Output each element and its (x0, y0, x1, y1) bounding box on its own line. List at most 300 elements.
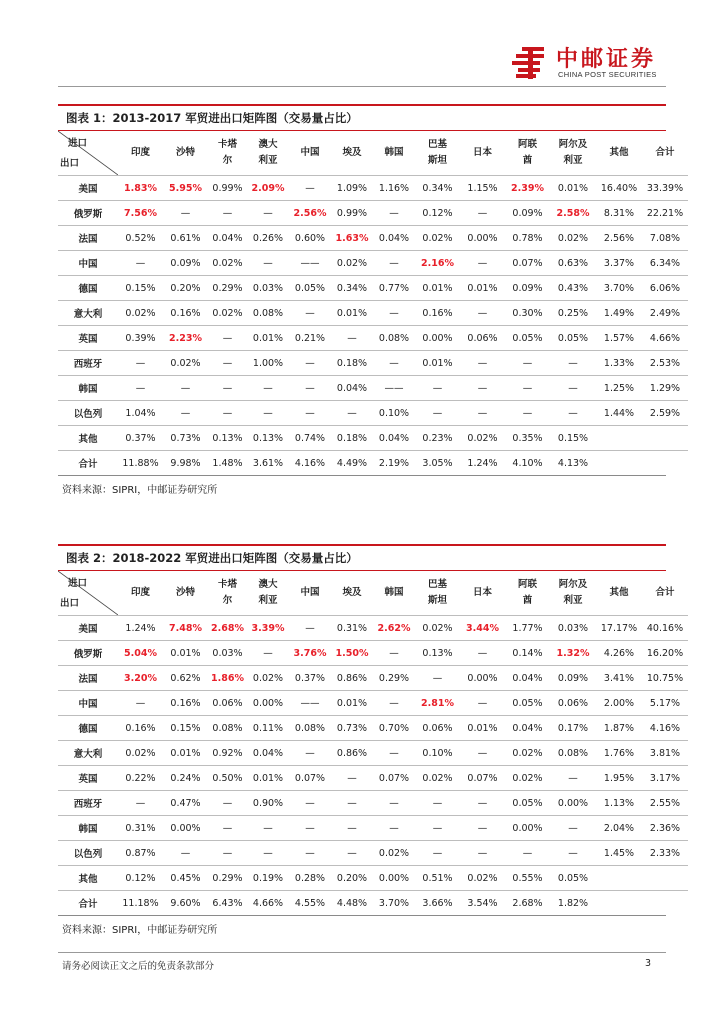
table-cell: 0.09% (163, 251, 208, 276)
table-cell: 1.24% (118, 616, 163, 641)
table-row (58, 351, 688, 376)
table-cell: 0.01% (415, 276, 460, 301)
table-cell: 2.62% (373, 616, 415, 641)
table-cell: 3.39% (247, 616, 289, 641)
source-note: 资料来源：SIPRI，中邮证券研究所 (62, 925, 218, 936)
table-cell (642, 451, 688, 476)
table-cell: 3.54% (467, 897, 498, 909)
table-cell: — (289, 351, 331, 376)
table-cell: — (415, 376, 460, 401)
table-cell: 0.11% (247, 716, 289, 741)
table-row (58, 666, 688, 691)
table-cell (596, 451, 642, 476)
table-cell: 0.45% (163, 866, 208, 891)
table-row (58, 176, 688, 201)
column-header: 沙特 (163, 571, 208, 616)
table-cell: — (460, 816, 505, 841)
table-cell (596, 866, 642, 891)
table-cell: 4.66% (252, 897, 284, 909)
table-cell: 0.00% (460, 226, 505, 251)
table-cell: 5.04% (118, 641, 163, 666)
column-header: 澳大 利亚 (247, 131, 289, 176)
table-cell: 1.83% (118, 176, 163, 201)
table-cell: 0.09% (505, 201, 550, 226)
table-cell: 4.16% (294, 457, 326, 469)
table-cell: 0.02% (550, 226, 596, 251)
table-cell: — (460, 691, 505, 716)
table-cell: — (289, 816, 331, 841)
table-cell: — (373, 301, 415, 326)
table-cell: 0.21% (289, 326, 331, 351)
table-cell: — (460, 251, 505, 276)
table-cell: 0.01% (331, 691, 373, 716)
table-cell: 40.16% (642, 616, 688, 641)
table-cell: 1.00% (247, 351, 289, 376)
table-cell: 0.17% (550, 716, 596, 741)
table-cell: 2.68% (208, 616, 247, 641)
table-cell: 2.59% (642, 401, 688, 426)
corner-header (58, 131, 118, 176)
table-cell: 7.48% (163, 616, 208, 641)
table-cell: 0.06% (460, 326, 505, 351)
table-cell: 0.73% (331, 716, 373, 741)
table-cell: 2.81% (415, 691, 460, 716)
table-cell: 0.37% (118, 426, 163, 451)
row-header: 西班牙 (58, 791, 118, 816)
table-cell: — (415, 791, 460, 816)
table-cell: 10.75% (642, 666, 688, 691)
table-cell: 2.00% (596, 691, 642, 716)
table-cell: 0.02% (505, 766, 550, 791)
table-cell: — (289, 301, 331, 326)
table-cell: 0.10% (373, 401, 415, 426)
table-cell: 0.02% (415, 766, 460, 791)
table-cell: 2.49% (642, 301, 688, 326)
table-cell: — (208, 351, 247, 376)
table-cell: 1.45% (596, 841, 642, 866)
corner-header (58, 571, 118, 616)
table-cell: — (460, 351, 505, 376)
table-cell: — (247, 816, 289, 841)
table-cell: 11.88% (122, 457, 159, 469)
table-cell: 0.19% (247, 866, 289, 891)
row-header: 其他 (58, 866, 118, 891)
table-cell: 1.29% (642, 376, 688, 401)
table-cell: 7.08% (642, 226, 688, 251)
table-cell: 1.87% (596, 716, 642, 741)
table-cell: — (550, 351, 596, 376)
table-cell: 3.70% (596, 276, 642, 301)
column-header: 日本 (460, 131, 505, 176)
table-cell: 0.01% (460, 716, 505, 741)
column-header: 阿联 酋 (505, 571, 550, 616)
table-cell: — (460, 376, 505, 401)
table-cell: 0.06% (415, 716, 460, 741)
table-cell: — (247, 641, 289, 666)
column-header: 韩国 (373, 571, 415, 616)
table-cell: — (247, 251, 289, 276)
row-header: 以色列 (58, 401, 118, 426)
column-header: 印度 (118, 131, 163, 176)
corner-cell (58, 131, 118, 175)
table-cell: 0.12% (415, 201, 460, 226)
table-cell: 0.99% (208, 176, 247, 201)
table-cell: 0.22% (118, 766, 163, 791)
table-cell: 2.55% (642, 791, 688, 816)
row-header: 韩国 (58, 376, 118, 401)
table-cell: — (460, 301, 505, 326)
table-cell: 1.15% (460, 176, 505, 201)
table-cell: 0.37% (289, 666, 331, 691)
table-cell: — (331, 766, 373, 791)
table-cell: — (247, 201, 289, 226)
table-row (58, 426, 688, 451)
table-cell: 4.48% (336, 897, 368, 909)
table-cell: 3.44% (460, 616, 505, 641)
table-cell: 1.09% (331, 176, 373, 201)
table-cell: 8.31% (596, 201, 642, 226)
table-cell: — (550, 816, 596, 841)
table-cell: 0.99% (331, 201, 373, 226)
table-cell: — (208, 791, 247, 816)
table-cell: 0.02% (331, 251, 373, 276)
table-row (58, 766, 688, 791)
table-row (58, 201, 688, 226)
table-cell: 0.74% (289, 426, 331, 451)
table-cell: 0.20% (331, 866, 373, 891)
table-cell: 9.98% (170, 457, 201, 469)
table-cell: 0.16% (118, 716, 163, 741)
table-cell: 2.56% (596, 226, 642, 251)
column-header: 印度 (118, 571, 163, 616)
table-cell (596, 891, 642, 916)
table-cell: 3.76% (289, 641, 331, 666)
table-cell: — (208, 816, 247, 841)
table-cell: — (118, 376, 163, 401)
table-cell: 0.00% (373, 866, 415, 891)
table-cell: 0.15% (550, 426, 596, 451)
table-row (58, 791, 688, 816)
table-cell: — (289, 401, 331, 426)
table-cell: 0.04% (373, 226, 415, 251)
table-cell: 2.56% (289, 201, 331, 226)
table-cell: 0.34% (331, 276, 373, 301)
table-cell: 0.86% (331, 666, 373, 691)
table-cell: — (118, 351, 163, 376)
table-cell: — (331, 791, 373, 816)
row-header: 以色列 (58, 841, 118, 866)
table-cell: 0.13% (247, 426, 289, 451)
table-cell: 0.00% (460, 666, 505, 691)
page-number: 3 (645, 958, 652, 969)
table-cell: 0.00% (415, 326, 460, 351)
table-row (58, 451, 688, 476)
corner-label-export: 出口 (60, 158, 80, 169)
table-cell: 0.13% (415, 641, 460, 666)
table-cell: 0.04% (247, 741, 289, 766)
table-cell: 0.01% (163, 641, 208, 666)
header-divider (58, 86, 666, 87)
table-cell: 0.05% (289, 276, 331, 301)
table-cell: 1.33% (596, 351, 642, 376)
matrix-section-2018-2022 (58, 544, 684, 936)
corner-label-import: 进口 (68, 138, 88, 149)
table-cell: — (415, 666, 460, 691)
source-note: 资料来源：SIPRI，中邮证券研究所 (62, 485, 218, 496)
row-header: 合计 (78, 899, 98, 910)
table-cell: 0.05% (505, 326, 550, 351)
table-cell: 0.00% (505, 816, 550, 841)
table-cell: 0.12% (118, 866, 163, 891)
row-header: 德国 (58, 716, 118, 741)
table-cell: — (118, 791, 163, 816)
table-row (58, 616, 688, 641)
row-header: 意大利 (58, 741, 118, 766)
column-header: 澳大 利亚 (247, 571, 289, 616)
table-cell: 0.01% (247, 326, 289, 351)
table-cell: 0.02% (460, 866, 505, 891)
table-cell: — (460, 741, 505, 766)
table-cell: 0.61% (163, 226, 208, 251)
table-cell: 0.15% (118, 276, 163, 301)
table-cell: 0.92% (208, 741, 247, 766)
table-cell: 0.60% (289, 226, 331, 251)
table-cell: — (415, 816, 460, 841)
table-cell: 0.05% (550, 326, 596, 351)
table-cell: — (550, 376, 596, 401)
table-cell: 0.04% (505, 666, 550, 691)
row-header: 英国 (58, 326, 118, 351)
table-cell: 3.70% (378, 897, 410, 909)
row-header: 合计 (78, 459, 98, 470)
table-cell: 0.02% (208, 251, 247, 276)
table-cell: 0.09% (550, 666, 596, 691)
table-cell: 0.29% (373, 666, 415, 691)
row-header: 法国 (58, 226, 118, 251)
table-cell: 0.28% (289, 866, 331, 891)
column-header: 韩国 (373, 131, 415, 176)
table-row (58, 251, 688, 276)
column-header: 埃及 (331, 571, 373, 616)
row-header: 其他 (58, 426, 118, 451)
column-header: 合计 (642, 131, 688, 176)
table-cell (642, 866, 688, 891)
table-cell: 1.04% (118, 401, 163, 426)
table-row (58, 716, 688, 741)
column-header: 阿联 酋 (505, 131, 550, 176)
table-cell: — (247, 401, 289, 426)
table-cell (642, 426, 688, 451)
table-cell: 5.17% (642, 691, 688, 716)
table-cell: 0.26% (247, 226, 289, 251)
table-cell: 2.68% (512, 897, 543, 909)
table-cell: — (505, 376, 550, 401)
table-cell: 0.01% (163, 741, 208, 766)
table-cell: 3.41% (596, 666, 642, 691)
table-cell: 1.13% (596, 791, 642, 816)
table-cell: 2.09% (247, 176, 289, 201)
table-cell: 17.17% (596, 616, 642, 641)
matrix-section-2013-2017 (58, 104, 684, 496)
table-cell: 1.24% (467, 457, 498, 469)
table-cell: 16.20% (642, 641, 688, 666)
table-cell: 9.60% (170, 897, 201, 909)
table-cell: 0.02% (247, 666, 289, 691)
table-cell: 4.49% (336, 457, 368, 469)
column-header: 合计 (642, 571, 688, 616)
table-cell: 4.66% (642, 326, 688, 351)
table-cell: 0.18% (331, 426, 373, 451)
table-cell: 3.05% (422, 457, 453, 469)
table-cell: 0.43% (550, 276, 596, 301)
table-cell: 0.29% (208, 276, 247, 301)
column-header: 阿尔及 利亚 (550, 131, 596, 176)
row-header: 西班牙 (58, 351, 118, 376)
table-cell: — (460, 791, 505, 816)
table-cell: 0.24% (163, 766, 208, 791)
table-cell: — (460, 201, 505, 226)
table-cell: 0.05% (505, 691, 550, 716)
table-cell: — (208, 326, 247, 351)
table-cell: — (373, 251, 415, 276)
table-cell: 0.31% (331, 616, 373, 641)
table-cell: 0.02% (373, 841, 415, 866)
table-cell: 22.21% (642, 201, 688, 226)
table-cell: 2.58% (550, 201, 596, 226)
table-cell: 0.08% (208, 716, 247, 741)
table-cell: 4.13% (557, 457, 589, 469)
row-header: 韩国 (58, 816, 118, 841)
table-cell: — (289, 616, 331, 641)
table-cell: 0.10% (415, 741, 460, 766)
column-header: 沙特 (163, 131, 208, 176)
table-cell: 0.01% (415, 351, 460, 376)
table-cell: 2.53% (642, 351, 688, 376)
table-cell: 1.57% (596, 326, 642, 351)
table-cell: — (289, 176, 331, 201)
table-cell: — (373, 791, 415, 816)
table-cell: 3.81% (642, 741, 688, 766)
table-title: 图表 1：2013-2017 军贸进出口矩阵图（交易量占比） (58, 104, 666, 131)
table-cell: — (331, 841, 373, 866)
row-header: 俄罗斯 (58, 201, 118, 226)
table-row (58, 841, 688, 866)
table-cell: 0.02% (415, 616, 460, 641)
table-cell (596, 426, 642, 451)
footer-divider (58, 952, 666, 953)
table-row (58, 401, 688, 426)
table-cell: 0.08% (247, 301, 289, 326)
table-cell: 2.36% (642, 816, 688, 841)
table-cell: 0.01% (460, 276, 505, 301)
table-cell: — (415, 841, 460, 866)
table-cell: 0.04% (373, 426, 415, 451)
table-cell: 3.66% (422, 897, 453, 909)
table-cell: 0.73% (163, 426, 208, 451)
table-cell: — (415, 401, 460, 426)
table-cell: — (331, 401, 373, 426)
column-header: 巴基 斯坦 (415, 571, 460, 616)
row-header: 意大利 (58, 301, 118, 326)
table-cell: 4.26% (596, 641, 642, 666)
table-cell: — (373, 641, 415, 666)
table-cell: — (373, 741, 415, 766)
footer-disclaimer: 请务必阅读正文之后的免责条款部分 (62, 961, 215, 972)
table-cell: 0.70% (373, 716, 415, 741)
table-cell: 0.08% (373, 326, 415, 351)
table-cell: 0.05% (505, 791, 550, 816)
column-header: 卡塔 尔 (208, 571, 247, 616)
table-header-row (58, 131, 688, 176)
table-cell: — (208, 401, 247, 426)
table-cell: — (289, 791, 331, 816)
table-cell: 0.03% (208, 641, 247, 666)
table-cell: — (373, 691, 415, 716)
table-cell: 0.06% (550, 691, 596, 716)
table-cell: 0.02% (208, 301, 247, 326)
table-header-row (58, 571, 688, 616)
row-header: 法国 (58, 666, 118, 691)
brand-name-en: CHINA POST SECURITIES (558, 70, 657, 79)
row-header: 中国 (58, 251, 118, 276)
table-cell: — (247, 841, 289, 866)
table-cell: — (208, 841, 247, 866)
trade-matrix-table (58, 571, 688, 915)
table-title: 图表 2：2018-2022 军贸进出口矩阵图（交易量占比） (58, 544, 666, 571)
table-cell: 0.02% (163, 351, 208, 376)
row-header: 中国 (58, 691, 118, 716)
table-cell: 3.20% (118, 666, 163, 691)
table-cell: — (163, 376, 208, 401)
table-cell: 1.50% (331, 641, 373, 666)
table-cell: 0.25% (550, 301, 596, 326)
table-cell: 0.02% (505, 741, 550, 766)
table-cell: 0.02% (118, 301, 163, 326)
table-cell: 0.18% (331, 351, 373, 376)
table-cell: 4.10% (512, 457, 543, 469)
table-cell: — (460, 401, 505, 426)
column-header: 埃及 (331, 131, 373, 176)
table-cell: 0.07% (460, 766, 505, 791)
table-cell: — (289, 741, 331, 766)
table-cell: 2.23% (163, 326, 208, 351)
table-cell: — (460, 841, 505, 866)
china-post-emblem-icon (512, 44, 548, 80)
table-cell: 3.61% (252, 457, 284, 469)
table-cell: 0.39% (118, 326, 163, 351)
table-cell: 0.34% (415, 176, 460, 201)
table-cell: 4.55% (294, 897, 326, 909)
table-cell: — (550, 841, 596, 866)
table-cell: 0.55% (505, 866, 550, 891)
column-header: 巴基 斯坦 (415, 131, 460, 176)
table-cell: 0.07% (505, 251, 550, 276)
corner-label-export: 出口 (60, 598, 80, 609)
table-cell: 2.33% (642, 841, 688, 866)
table-cell: 0.63% (550, 251, 596, 276)
table-cell: 2.04% (596, 816, 642, 841)
table-row (58, 376, 688, 401)
table-cell: 11.18% (122, 897, 159, 909)
table-cell: 0.16% (163, 301, 208, 326)
table-cell: 0.02% (460, 426, 505, 451)
table-row (58, 866, 688, 891)
table-cell: 1.82% (557, 897, 589, 909)
table-cell: 0.08% (289, 716, 331, 741)
row-header: 德国 (58, 276, 118, 301)
column-header: 阿尔及 利亚 (550, 571, 596, 616)
table-cell: — (208, 201, 247, 226)
